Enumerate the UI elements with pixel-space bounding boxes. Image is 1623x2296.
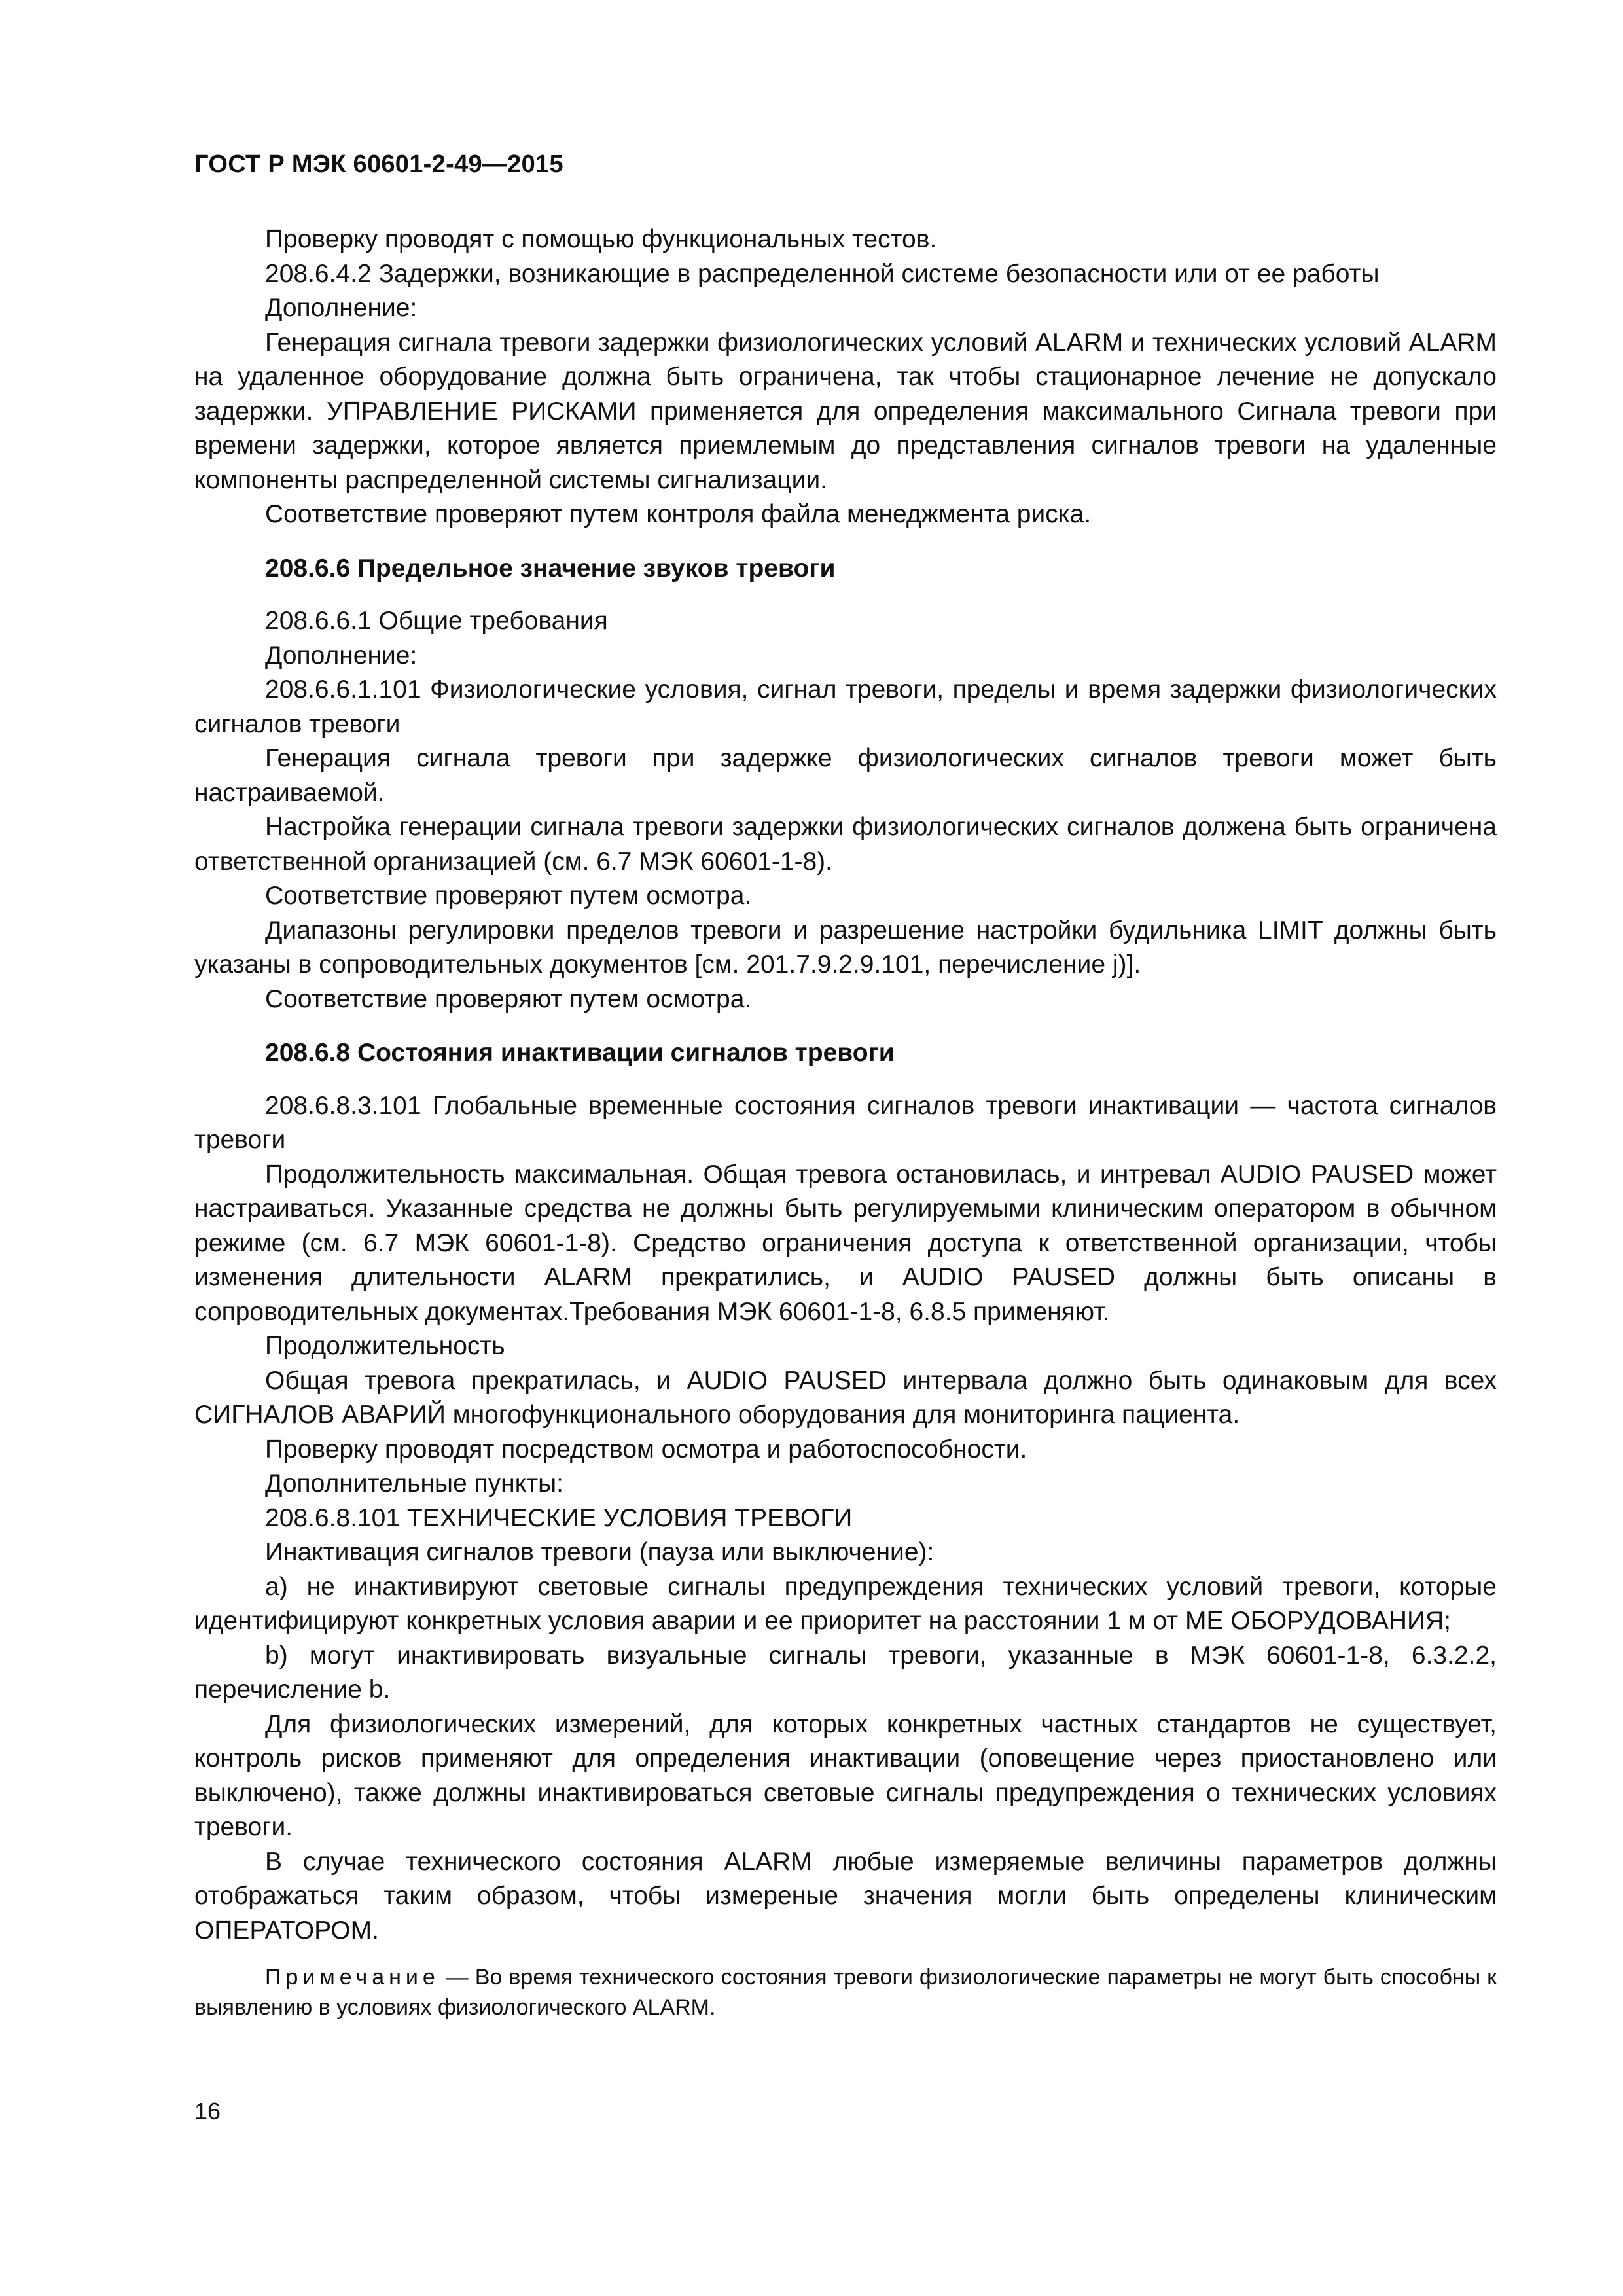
paragraph: Генерация сигнала тревоги при задержке физиологических сигналов тревоги может быть настраиваемой. bbox=[194, 744, 1497, 807]
section-heading: 208.6.8 Состояния инактивации сигналов тревоги bbox=[265, 1039, 895, 1067]
paragraph: 208.6.8.101 ТЕХНИЧЕСКИЕ УСЛОВИЯ ТРЕВОГИ bbox=[265, 1503, 853, 1532]
paragraph: Соответствие проверяют путем осмотра. bbox=[265, 984, 752, 1013]
paragraph: a) не инактивируют световые сигналы предупреждения технических условий тревоги, которые идентифицируют конкретных условия аварии и ее приоритет на расстоянии 1 м от МЕ ОБОРУДОВАНИЯ; bbox=[194, 1572, 1497, 1635]
paragraph: Продолжительность максимальная. Общая тревога остановилась, и интревал AUDIO PAUSED может настраиваться. Указанные средства не должны быть регулируемыми клиническим оператором в обычном режиме (см. 6.7 МЭК 60601-1-8). Средство ограничения доступа к ответственной организации, чтобы изменения длительности ALARM прекратились, и AUDIO PAUSED должны быть описаны в сопроводительных документах.Требования МЭК 60601-1-8, 6.8.5 применяют. bbox=[194, 1160, 1497, 1326]
document-header: ГОСТ Р МЭК 60601-2-49—2015 bbox=[194, 151, 563, 178]
paragraph: 208.6.6.1.101 Физиологические условия, сигнал тревоги, пределы и время задержки физиологических сигналов тревоги bbox=[194, 675, 1497, 738]
document-body bbox=[194, 223, 1497, 2022]
paragraph: Дополнение: bbox=[265, 641, 418, 670]
note-label: Примечание bbox=[265, 1965, 440, 1990]
paragraph: b) могут инактивировать визуальные сигналы тревоги, указанные в МЭК 60601-1-8, 6.3.2.2, перечисление b. bbox=[194, 1641, 1497, 1704]
paragraph: 208.6.8.3.101 Глобальные временные состояния сигналов тревоги инактивации — частота сигналов тревоги bbox=[194, 1091, 1497, 1154]
paragraph: Генерация сигнала тревоги задержки физиологических условий ALARM и технических условий ALARM на удаленное оборудование должна быть ограничена, так чтобы стационарное лечение не допускало задержки. УПРАВЛЕНИЕ РИСКАМИ применяется для определения максимального Сигнала тревоги при времени задержки, которое является приемлемым до представления сигналов тревоги на удаленные компоненты распределенной системы сигнализации. bbox=[194, 328, 1497, 494]
paragraph: Проверку проводят с помощью функциональных тестов. bbox=[265, 225, 937, 253]
paragraph-list bbox=[194, 223, 1497, 1948]
paragraph: Дополнение: bbox=[265, 294, 418, 322]
paragraph: Настройка генерации сигнала тревоги задержки физиологических сигналов должена быть ограничена ответственной организацией (см. 6.7 МЭК 60601-1-8). bbox=[194, 813, 1497, 876]
paragraph: Проверку проводят посредством осмотра и работоспособности. bbox=[265, 1435, 1027, 1463]
section-heading: 208.6.6 Предельное значение звуков тревоги bbox=[265, 554, 836, 583]
note bbox=[194, 1962, 1497, 2022]
paragraph: Инактивация сигналов тревоги (пауза или выключение): bbox=[265, 1538, 935, 1566]
paragraph: 208.6.4.2 Задержки, возникающие в распределенной системе безопасности или от ее работы bbox=[265, 259, 1380, 288]
paragraph: Соответствие проверяют путем осмотра. bbox=[265, 882, 752, 910]
paragraph: Продолжительность bbox=[265, 1332, 505, 1360]
note-text: — Во время технического состояния тревоги физиологические параметры не могут быть способны к выявлению в условиях физиологического ALARM. bbox=[194, 1965, 1497, 2020]
paragraph: Диапазоны регулировки пределов тревоги и разрешение настройки будильника LIMIT должны быть указаны в сопроводительных документов [см. 201.7.9.2.9.101, перечисление j)]. bbox=[194, 916, 1497, 978]
paragraph: Для физиологических измерений, для которых конкретных частных стандартов не существует, контроль рисков применяют для определения инактивации (оповещение через приостановлено или выключено), также должны инактивироваться световые сигналы предупреждения о технических условиях тревоги. bbox=[194, 1710, 1497, 1841]
paragraph: Дополнительные пункты: bbox=[265, 1469, 563, 1498]
page-number: 16 bbox=[194, 2098, 221, 2125]
paragraph: Соответствие проверяют путем контроля файла менеджмента риска. bbox=[265, 500, 1092, 528]
paragraph: 208.6.6.1 Общие требования bbox=[265, 607, 608, 635]
paragraph: Общая тревога прекратилась, и AUDIO PAUSED интервала должно быть одинаковым для всех СИГНАЛОВ АВАРИЙ многофункционального оборудования для мониторинга пациента. bbox=[194, 1366, 1497, 1429]
paragraph: В случае технического состояния ALARM любые измеряемые величины параметров должны отображаться таким образом, чтобы измереные значения могли быть определены клиническим ОПЕРАТОРОМ. bbox=[194, 1847, 1497, 1945]
